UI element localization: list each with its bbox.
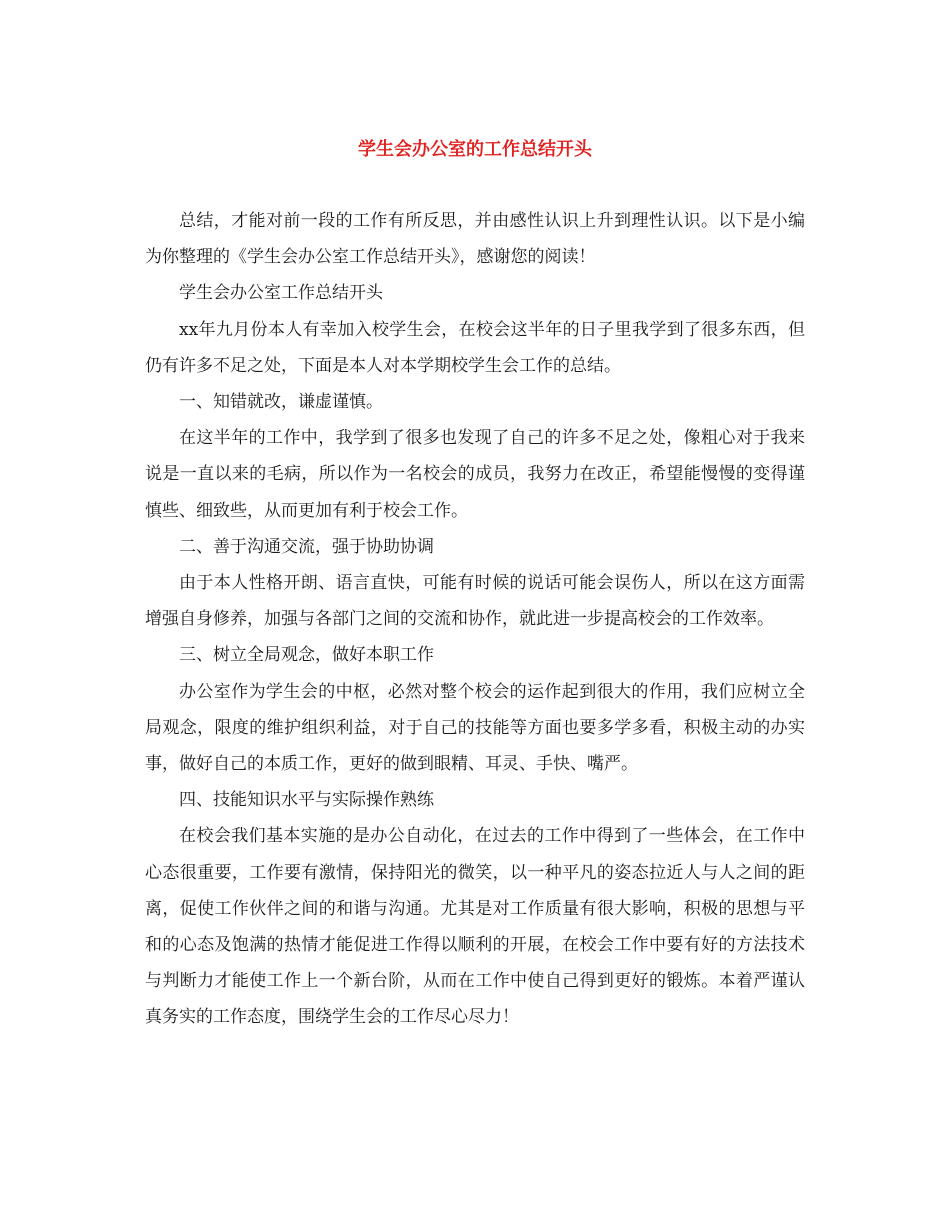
paragraph-intro: 总结，才能对前一段的工作有所反思，并由感性认识上升到理性认识。以下是小编为你整理的《学生会办公室工作总结开头》，感谢您的阅读！ bbox=[145, 211, 805, 268]
paragraph-section-1: 在这半年的工作中，我学到了很多也发现了自己的许多不足之处，像粗心对于我来说是一直以来的毛病，所以作为一名校会的成员，我努力在改正，希望能慢慢的变得谨慎些、细致些，从而更加有利于校会工作。 bbox=[145, 428, 805, 521]
document-title: 学生会办公室的工作总结开头 bbox=[358, 139, 592, 160]
paragraph-section-2: 由于本人性格开朗、语言直快，可能有时候的说话可能会误伤人，所以在这方面需增强自身修养，加强与各部门之间的交流和协作，就此进一步提高校会的工作效率。 bbox=[145, 573, 805, 630]
paragraph-section-3: 办公室作为学生会的中枢，必然对整个校会的运作起到很大的作用，我们应树立全局观念，限度的维护组织利益，对于自己的技能等方面也要多学多看，积极主动的办实事，做好自己的本质工作，更好的做到眼精、耳灵、手快、嘴严。 bbox=[145, 681, 805, 775]
section-heading-2: 二、善于沟通交流，强于协助协调 bbox=[179, 536, 434, 557]
paragraph-section-4: 在校会我们基本实施的是办公自动化，在过去的工作中得到了一些体会，在工作中心态很重要，工作要有激情，保持阳光的微笑，以一种平凡的姿态拉近人与人之间的距离，促使工作伙伴之间的和谐与沟通。尤其是对工作质量有很大影响，积极的思想与平和的心态及饱满的热情才能促进工作得以顺利的开展，在校会工作中要有好的方法技术与判断力才能使工作上一个新台阶，从而在工作中使自己得到更好的锻炼。本着严谨认真务实的工作态度，围绕学生会的工作尽心尽力！ bbox=[145, 826, 805, 1028]
section-heading-1: 一、知错就改，谦虚谨慎。 bbox=[179, 392, 383, 413]
section-heading-3: 三、树立全局观念，做好本职工作 bbox=[179, 645, 434, 666]
paragraph-subtitle: 学生会办公室工作总结开头 bbox=[179, 283, 383, 304]
section-heading-4: 四、技能知识水平与实际操作熟练 bbox=[179, 790, 434, 811]
paragraph-background: xx年九月份本人有幸加入校学生会，在校会这半年的日子里我学到了很多东西，但仍有许多不足之处，下面是本人对本学期校学生会工作的总结。 bbox=[145, 319, 805, 376]
document-body bbox=[145, 203, 805, 1036]
